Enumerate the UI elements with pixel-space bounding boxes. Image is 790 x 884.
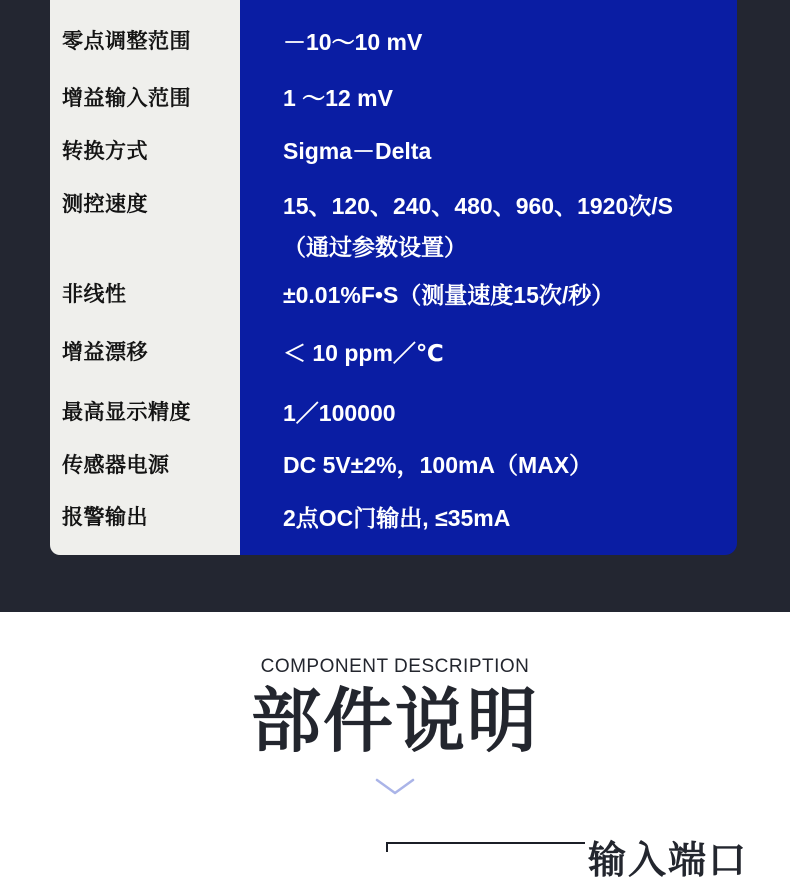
table-row [50, 70, 737, 123]
spec-table [50, 0, 737, 555]
spec-label: 测控速度 [62, 193, 148, 216]
next-section-title: 输入端口 [588, 840, 749, 882]
spec-label: 非线性 [62, 283, 127, 306]
table-row [50, 0, 737, 70]
component-description-section [0, 612, 790, 852]
spec-value: DC 5V±2%，100mA（MAX） [283, 452, 593, 478]
spec-value-line1: 15、120、240、480、960、1920次/S [283, 193, 673, 219]
table-row [50, 489, 737, 555]
table-row [50, 384, 737, 438]
section-eyebrow: COMPONENT DESCRIPTION [260, 656, 530, 677]
spec-label: 增益输入范围 [62, 86, 191, 110]
spec-label: 传感器电源 [62, 453, 170, 477]
section-title: 部件说明 [251, 682, 539, 760]
spec-value-line2: （通过参数设置） [283, 234, 467, 260]
spec-label: 报警输出 [62, 506, 148, 529]
spec-value: ±0.01%F•S（测量速度15次/秒） [283, 281, 615, 308]
spec-value: ＜ 10 ppm／℃ [283, 339, 444, 366]
table-row [50, 318, 737, 384]
spec-label: 最高显示精度 [62, 401, 191, 424]
spec-label: 增益漂移 [62, 341, 148, 364]
table-row [50, 176, 737, 268]
spec-value: 1／100000 [283, 399, 396, 426]
spec-value [240, 188, 737, 262]
spec-value: Sigma－Delta [283, 138, 432, 164]
spec-value: 2点OC门输出, ≤35mA [283, 504, 511, 531]
table-row [50, 438, 737, 489]
chevron-down-icon [375, 778, 415, 796]
next-section-box-left-border [386, 842, 388, 852]
table-row [50, 123, 737, 176]
spec-value: －10～10 mV [283, 28, 423, 55]
spec-label: 零点调整范围 [62, 30, 191, 53]
spec-label: 转换方式 [62, 139, 148, 163]
table-row [50, 268, 737, 318]
next-section-box-top-border [386, 842, 585, 844]
spec-value: 1 ～12 mV [283, 85, 393, 111]
